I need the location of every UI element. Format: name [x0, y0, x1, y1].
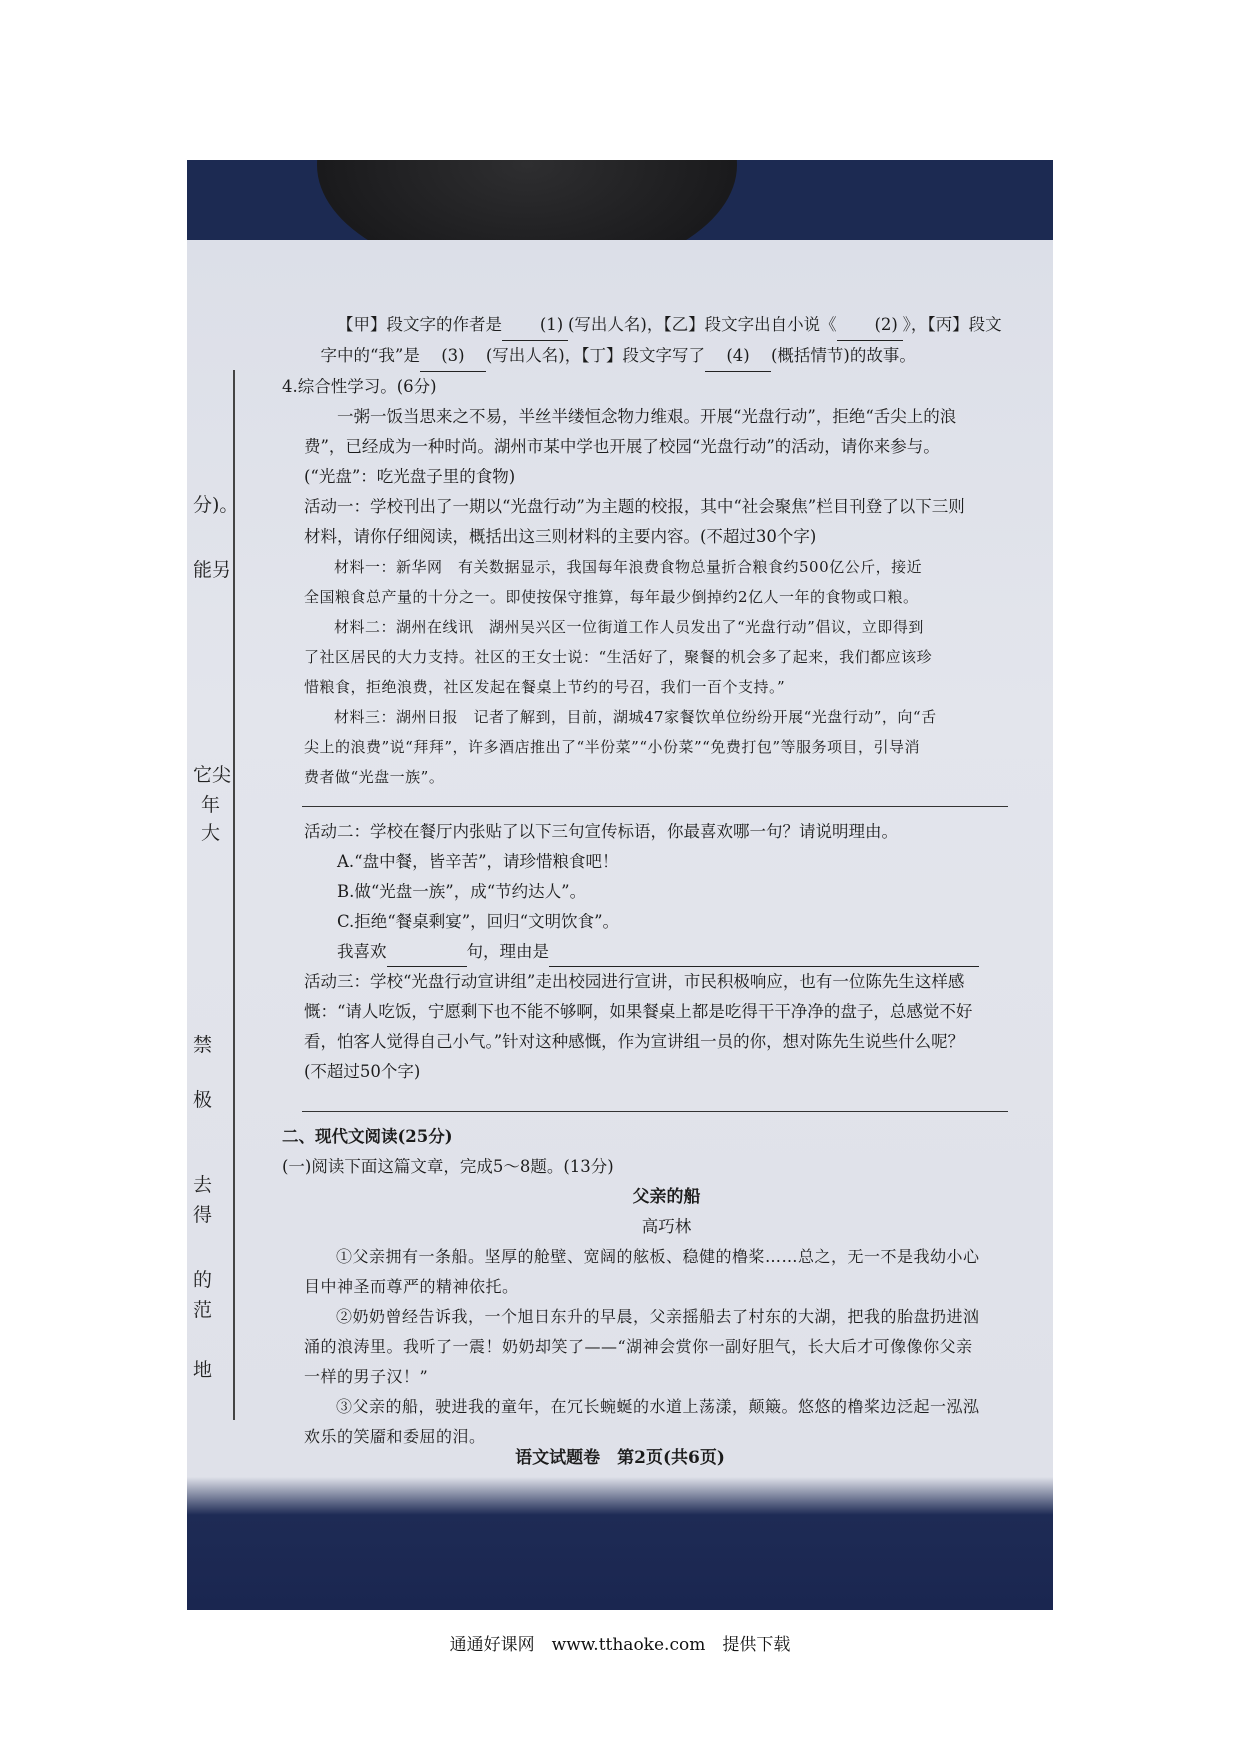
activity-2: 活动二：学校在餐厅内张贴了以下三句宣传标语，你最喜欢哪一句？请说明理由。 [304, 822, 898, 841]
page-content [282, 310, 1029, 1452]
margin-text: 得 [193, 1204, 213, 1226]
margin-text: 禁 [193, 1034, 213, 1056]
margin-text: 极 [193, 1089, 213, 1111]
answer-line-activity-1[interactable] [302, 806, 1008, 807]
paragraph-1-line-1: ①父亲拥有一条船。坚厚的舱壁、宽阔的舷板、稳健的橹桨……总之，无一不是我幼小心 [336, 1247, 980, 1266]
binding-line [233, 370, 235, 1520]
material-3-line-2: 尖上的浪费”说“拜拜”，许多酒店推出了“半份菜”“小份菜”“免费打包”等服务项目，引导消 [304, 738, 921, 756]
margin-text: 年 [201, 794, 221, 816]
activity-1-line-2: 材料，请你仔细阅读，概括出这三则材料的主要内容。(不超过30个字) [304, 527, 817, 546]
answer-blank-3[interactable]: (3) [420, 341, 486, 372]
q3-line-1: 【甲】段文字的作者是 (1) (写出人名)，【乙】段文字出自小说《 (2) 》，【丙】段文 [304, 310, 1029, 341]
section-2-heading: 二、现代文阅读(25分) [282, 1127, 453, 1146]
article-author: 高巧林 [641, 1217, 692, 1236]
choice-blank[interactable] [387, 946, 467, 967]
q4-intro-2: 费”，已经成为一种时尚。湖州市某中学也开展了校园“光盘行动”的活动，请你来参与。 [304, 437, 940, 456]
margin-text: 它尖 [193, 764, 232, 786]
paragraph-2-line-3: 一样的男子汉！” [304, 1367, 429, 1386]
q4-heading: 4.综合性学习。(6分) [282, 377, 437, 396]
q3-line-2: 字中的“我”是 (3) (写出人名)，【丁】段文字写了 (4) (概括情节)的故事。 [304, 341, 1029, 372]
material-2-line-3: 惜粮食，拒绝浪费，社区发起在餐桌上节约的号召，我们一百个支持。” [304, 678, 786, 696]
material-1-line-1: 材料一：新华网 有关数据显示，我国每年浪费食物总量折合粮食约500亿公斤，接近 [334, 558, 923, 576]
slogan-c: C.拒绝“餐桌剩宴”，回归“文明饮食”。 [337, 912, 620, 931]
margin-text: 能另 [193, 559, 232, 581]
margin-text: 去 [193, 1174, 213, 1196]
download-watermark: 通通好课网 www.tthaoke.com 提供下载 [449, 1635, 791, 1655]
q4-intro-1: 一粥一饭当思来之不易，半丝半缕恒念物力维艰。开展“光盘行动”，拒绝“舌尖上的浪 [337, 407, 957, 426]
reason-blank[interactable] [549, 946, 979, 967]
material-3-line-1: 材料三：湖州日报 记者了解到，目前，湖城47家餐饮单位纷纷开展“光盘行动”，向“舌 [334, 708, 937, 726]
material-2-line-2: 了社区居民的大力支持。社区的王女士说：“生活好了，聚餐的机会多了起来，我们都应该珍 [304, 648, 933, 666]
paragraph-2-line-2: 涌的浪涛里。我听了一震！奶奶却笑了——“湖神会赏你一副好胆气，长大后才可像像你父亲 [304, 1337, 973, 1356]
margin-text: 大 [201, 822, 221, 844]
article-title: 父亲的船 [632, 1187, 701, 1207]
q4-note: (“光盘”：吃光盘子里的食物) [304, 467, 516, 486]
slogan-a: A.“盘中餐，皆辛苦”，请珍惜粮食吧！ [337, 852, 619, 871]
activity-3-line-1: 活动三：学校“光盘行动宣讲组”走出校园进行宣讲，市民积极响应，也有一位陈先生这样感 [304, 972, 965, 991]
material-1-line-2: 全国粮食总产量的十分之一。即使按保守推算，每年最少倒掉约2亿人一年的食物或口粮。 [304, 588, 919, 606]
answer-blank-1[interactable]: (1) [502, 310, 568, 341]
activity-1-line-1: 活动一：学校刊出了一期以“光盘行动”为主题的校报，其中“社会聚焦”栏目刊登了以下三则 [304, 497, 965, 516]
material-3-line-3: 费者做“光盘一族”。 [304, 768, 445, 786]
margin-text: 分)。 [193, 494, 239, 516]
margin-text: 地 [193, 1359, 213, 1381]
activity-3-line-3: 看，怕客人觉得自己小气。”针对这种感慨，作为宣讲组一员的你，想对陈先生说些什么呢？ [304, 1032, 965, 1051]
paragraph-3-line-1: ③父亲的船，驶进我的童年，在冗长蜿蜒的水道上荡漾，颠簸。悠悠的橹桨边泛起一泓泓 [336, 1397, 980, 1416]
activity-3-line-4: (不超过50个字) [304, 1062, 421, 1081]
activity-2-answer: 我喜欢 句，理由是 [304, 937, 1029, 967]
answer-line-activity-3[interactable] [302, 1111, 1008, 1112]
paragraph-3-line-2: 欢乐的笑靥和委屈的泪。 [304, 1427, 486, 1446]
document-photo [187, 160, 1053, 1610]
margin-text: 范 [193, 1299, 213, 1321]
section-2-instruction: (一)阅读下面这篇文章，完成5～8题。(13分) [282, 1157, 614, 1176]
material-2-line-1: 材料二：湖州在线讯 湖州吴兴区一位街道工作人员发出了“光盘行动”倡议，立即得到 [334, 618, 924, 636]
previous-page-margin [187, 340, 239, 1490]
slogan-b: B.做“光盘一族”，成“节约达人”。 [337, 882, 587, 901]
paragraph-1-line-2: 目中神圣而尊严的精神依托。 [304, 1277, 519, 1296]
paragraph-2-line-1: ②奶奶曾经告诉我，一个旭日东升的早晨，父亲摇船去了村东的大湖，把我的胎盘扔进汹 [336, 1307, 980, 1326]
answer-blank-4[interactable]: (4) [705, 341, 771, 372]
answer-blank-2[interactable]: (2) [837, 310, 903, 341]
page-footer: 语文试题卷 第2页(共6页) [515, 1448, 725, 1468]
margin-text: 的 [193, 1269, 213, 1291]
activity-3-line-2: 慨：“请人吃饭，宁愿剩下也不能不够啊，如果餐桌上都是吃得干干净净的盘子，总感觉不好 [304, 1002, 973, 1021]
